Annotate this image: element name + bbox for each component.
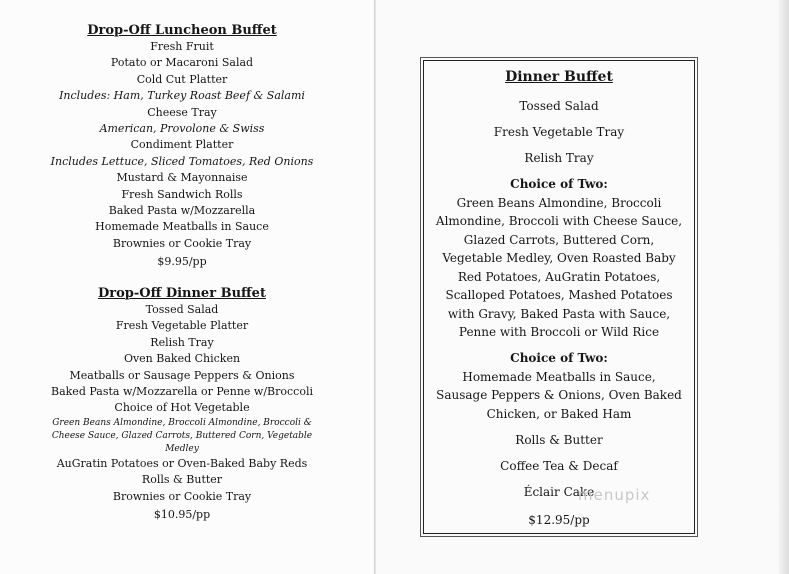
luncheon-price: $9.95/pp [157, 255, 207, 269]
dinner-dropoff-item: Choice of Hot Vegetable [114, 401, 250, 415]
dinner-buffet-line: Glazed Carrots, Buttered Corn, [463, 232, 655, 247]
luncheon-item: Potato or Macaroni Salad [110, 56, 254, 70]
dinner-buffet-line: Chicken, or Baked Ham [486, 406, 632, 421]
luncheon-item: Fresh Fruit [150, 40, 214, 53]
luncheon-item: Condiment Platter [130, 138, 234, 152]
dinner-dropoff-items [22, 302, 342, 505]
dinner-buffet-line: with Gravy, Baked Pasta with Sauce, [447, 306, 671, 321]
dinner-buffet-line: Almondine, Broccoli with Cheese Sauce, [435, 214, 683, 228]
dinner-buffet-line: Penne with Broccoli or Wild Rice [458, 325, 660, 339]
luncheon-item: Includes Lettuce, Sliced Tomatoes, Red Onions [50, 154, 314, 168]
luncheon-item: Brownies or Cookie Tray [112, 236, 252, 250]
dinner-buffet-line: Coffee Tea & Decaf [500, 458, 618, 473]
luncheon-item: Cold Cut Platter [136, 72, 228, 86]
luncheon-item: Cheese Tray [147, 105, 217, 119]
dinner-buffet-box [423, 60, 695, 534]
dinner-buffet-line: Relish Tray [524, 151, 594, 165]
dinner-buffet-title: Dinner Buffet [505, 69, 613, 85]
page-edge [779, 0, 789, 574]
dinner-dropoff-item: Baked Pasta w/Mozzarella or Penne w/Broccoli [51, 385, 313, 399]
dinner-dropoff-item: AuGratin Potatoes or Oven-Baked Baby Reds [56, 456, 308, 470]
dinner-dropoff-item: Meatballs or Sausage Peppers & Onions [69, 368, 295, 382]
dinner-dropoff-item: Brownies or Cookie Tray [112, 489, 252, 503]
dinner-buffet-price: $12.95/pp [528, 513, 590, 527]
luncheon-item: Baked Pasta w/Mozzarella [108, 204, 256, 218]
choice-heading: Choice of Two: [510, 351, 608, 365]
dinner-buffet-line: Sausage Peppers & Onions, Oven Baked [436, 388, 682, 402]
dinner-dropoff-item: Green Beans Almondine, Broccoli Almondine, Broccoli & Cheese Sauce, Glazed Carrots, Buttered Corn, Vegetable Medley [51, 417, 313, 454]
watermark: menupix [578, 486, 651, 504]
dinner-buffet-line: Rolls & Butter [515, 432, 603, 447]
dinner-dropoff-price: $10.95/pp [153, 508, 211, 522]
luncheon-item: Mustard & Mayonnaise [116, 171, 248, 185]
dinner-dropoff-item: Fresh Vegetable Platter [115, 319, 249, 333]
dinner-buffet-line: Fresh Vegetable Tray [493, 125, 625, 139]
luncheon-title: Drop-Off Luncheon Buffet [87, 23, 277, 38]
dinner-buffet-line: Scalloped Potatoes, Mashed Potatoes [445, 288, 673, 302]
dinner-buffet-line: Éclair Cake [523, 484, 595, 499]
luncheon-item: Fresh Sandwich Rolls [121, 187, 243, 201]
dinner-dropoff-item: Relish Tray [150, 335, 214, 349]
dinner-dropoff-item: Rolls & Butter [141, 473, 223, 487]
luncheon-item: Homemade Meatballs in Sauce [95, 220, 269, 234]
dinner-dropoff-title: Drop-Off Dinner Buffet [98, 286, 266, 301]
dinner-dropoff-item: Oven Baked Chicken [123, 352, 241, 366]
dinner-buffet-line: Red Potatoes, AuGratin Potatoes, [457, 269, 661, 284]
dinner-buffet-line: Green Beans Almondine, Broccoli [456, 195, 662, 210]
luncheon-item: American, Provolone & Swiss [99, 122, 265, 136]
dinner-buffet-lines [424, 97, 694, 501]
luncheon-section [22, 22, 342, 270]
dinner-buffet-line: Tossed Salad [519, 99, 599, 113]
choice-heading: Choice of Two: [510, 177, 608, 191]
dinner-buffet-line: Homemade Meatballs in Sauce, [462, 369, 656, 384]
dinner-dropoff-section [22, 285, 342, 523]
dinner-dropoff-item: Tossed Salad [145, 303, 219, 316]
dinner-buffet-line: Vegetable Medley, Oven Roasted Baby [442, 251, 676, 265]
luncheon-items [22, 39, 342, 252]
luncheon-item: Includes: Ham, Turkey Roast Beef & Salami [59, 89, 305, 103]
